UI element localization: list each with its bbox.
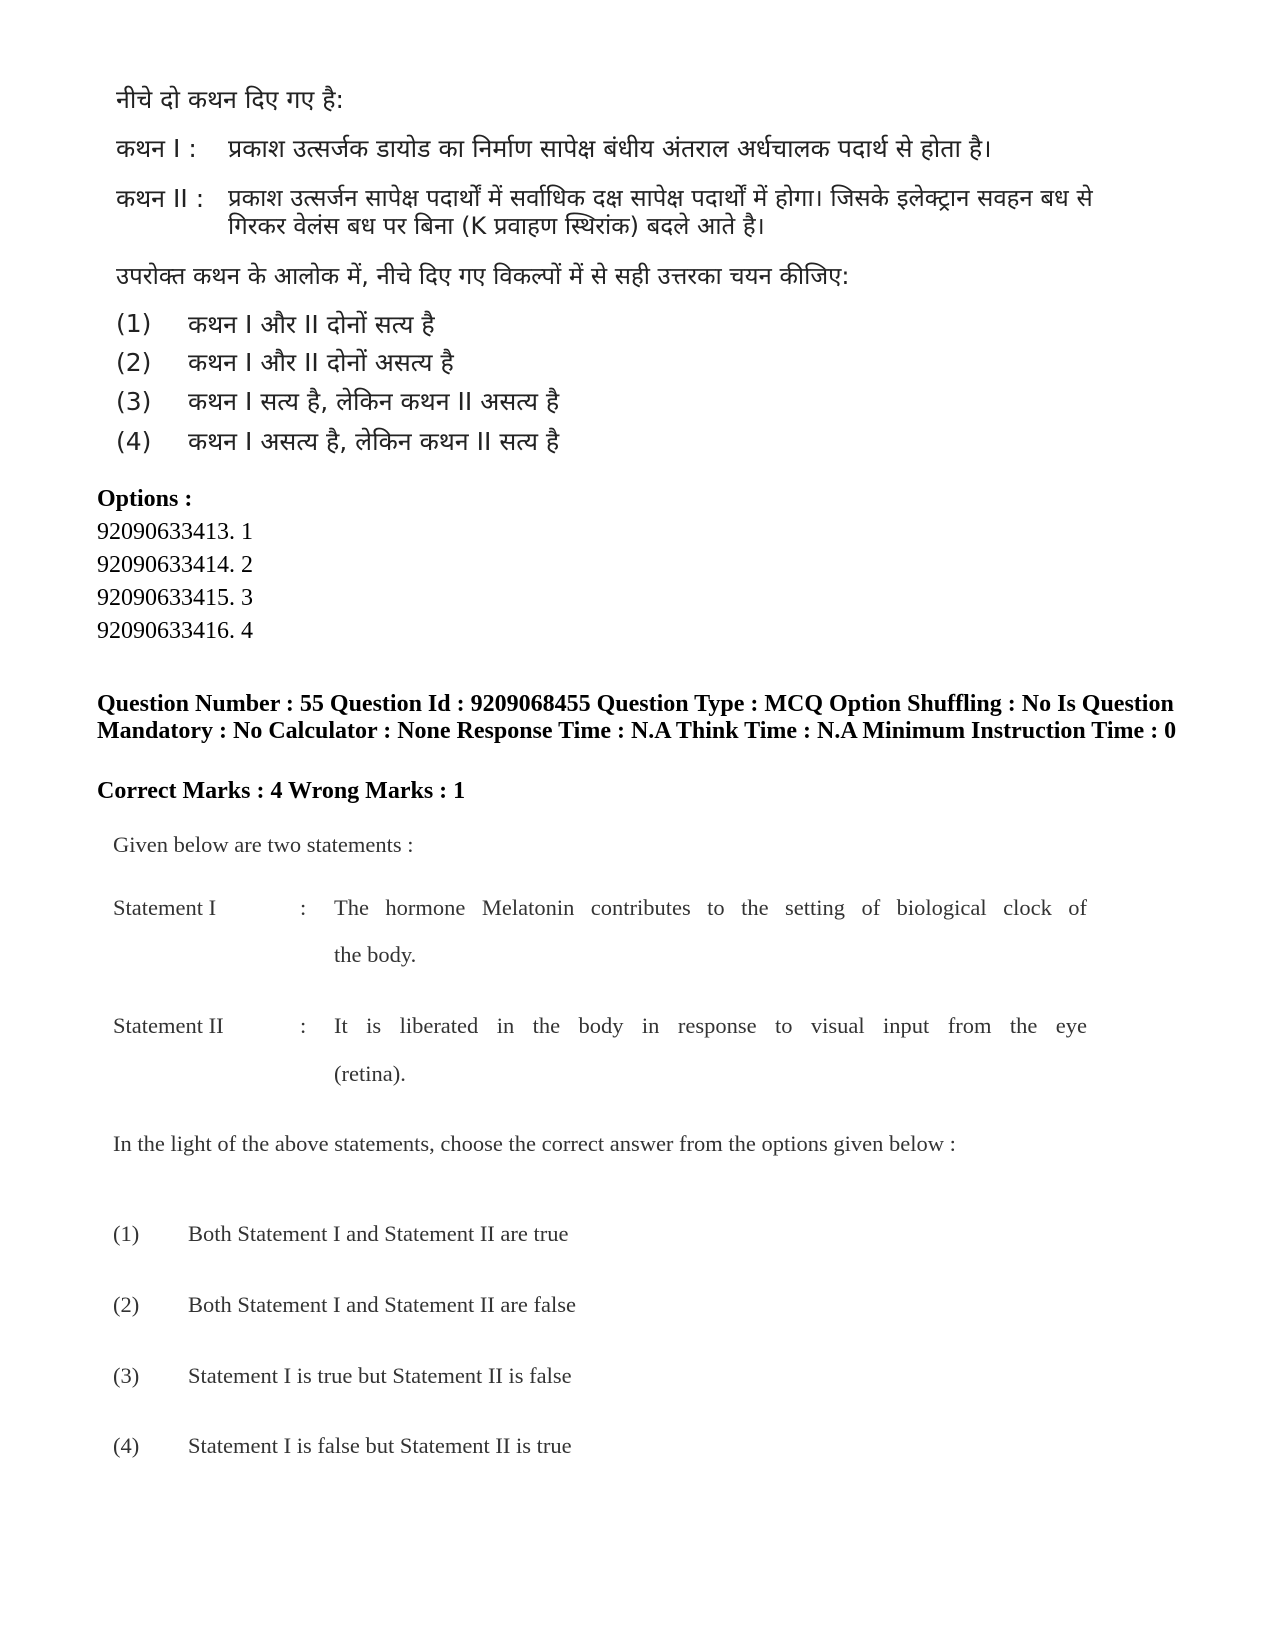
- statement-2-label: Statement II: [113, 1013, 224, 1038]
- english-prompt: In the light of the above statements, choose the correct answer from the options given below :: [113, 1131, 956, 1156]
- hindi-statement-2-label: कथन II :: [116, 184, 205, 213]
- hindi-choice-4-num: (4): [116, 427, 152, 456]
- english-choice-3-text: Statement I is true but Statement II is false: [188, 1363, 572, 1388]
- statement-2-line-2: (retina).: [334, 1061, 406, 1086]
- hindi-choice-4-text: कथन I असत्य है, लेकिन कथन II सत्य है: [188, 427, 560, 456]
- english-intro: Given below are two statements :: [113, 832, 414, 857]
- english-choice-4-text: Statement I is false but Statement II is true: [188, 1433, 572, 1458]
- hindi-choice-3-text: कथन I सत्य है, लेकिन कथन II असत्य है: [188, 387, 560, 416]
- english-choice-1-text: Both Statement I and Statement II are true: [188, 1221, 569, 1246]
- hindi-choice-2-num: (2): [116, 348, 152, 377]
- english-choice-2-text: Both Statement I and Statement II are false: [188, 1292, 576, 1317]
- english-choice-1-num: (1): [113, 1221, 140, 1246]
- option-item: 92090633415. 3: [97, 585, 253, 611]
- english-choice-3-num: (3): [113, 1363, 140, 1388]
- english-choice-4-num: (4): [113, 1433, 140, 1458]
- hindi-statement-1-text: प्रकाश उत्सर्जक डायोड का निर्माण सापेक्ष बंधीय अंतराल अर्धचालक पदार्थ से होता है।: [228, 134, 992, 163]
- question-marks: Correct Marks : 4 Wrong Marks : 1: [97, 778, 466, 804]
- hindi-statement-2-line-2: गिरकर वेलंस बध पर बिना (K प्रवाहण स्थिरांक) बदले आते है।: [228, 212, 765, 240]
- statement-1-label: Statement I: [113, 895, 217, 920]
- option-item: 92090633416. 4: [97, 618, 253, 644]
- hindi-choice-1-num: (1): [116, 309, 152, 338]
- options-heading: Options :: [97, 486, 193, 512]
- question-meta-details: Question Number : 55 Question Id : 9209068455 Question Type : MCQ Option Shuffling : No Is Question Mandatory : No Calculator : None Response Time : N.A Think Time : N.A Minimum Instruction Time : 0: [97, 691, 1177, 744]
- statement-1-colon: :: [300, 895, 307, 920]
- hindi-statement-2-line-1: प्रकाश उत्सर्जन सापेक्ष पदार्थों में सर्वाधिक दक्ष सापेक्ष पदार्थों में होगा। जिसके इलेक्ट्रान सवहन बध से: [228, 184, 1093, 212]
- hindi-statement-1-label: कथन I :: [116, 134, 197, 163]
- option-item: 92090633413. 1: [97, 519, 253, 545]
- hindi-choice-3-num: (3): [116, 387, 152, 416]
- statement-2-line-1: It is liberated in the body in response to visual input from the eye: [334, 1013, 1087, 1038]
- option-item: 92090633414. 2: [97, 552, 253, 578]
- statement-1-line-1: The hormone Melatonin contributes to the setting of biological clock of: [334, 895, 1087, 920]
- statement-1-line-2: the body.: [334, 942, 417, 967]
- english-choice-2-num: (2): [113, 1292, 140, 1317]
- hindi-intro: नीचे दो कथन दिए गए है:: [116, 85, 344, 114]
- hindi-choice-2-text: कथन I और II दोनों असत्य है: [188, 348, 454, 377]
- hindi-choice-1-text: कथन I और II दोनों सत्य है: [188, 310, 435, 339]
- statement-2-colon: :: [300, 1013, 307, 1038]
- hindi-prompt: उपरोक्त कथन के आलोक में, नीचे दिए गए विकल्पों में से सही उत्तरका चयन कीजिए:: [116, 262, 850, 290]
